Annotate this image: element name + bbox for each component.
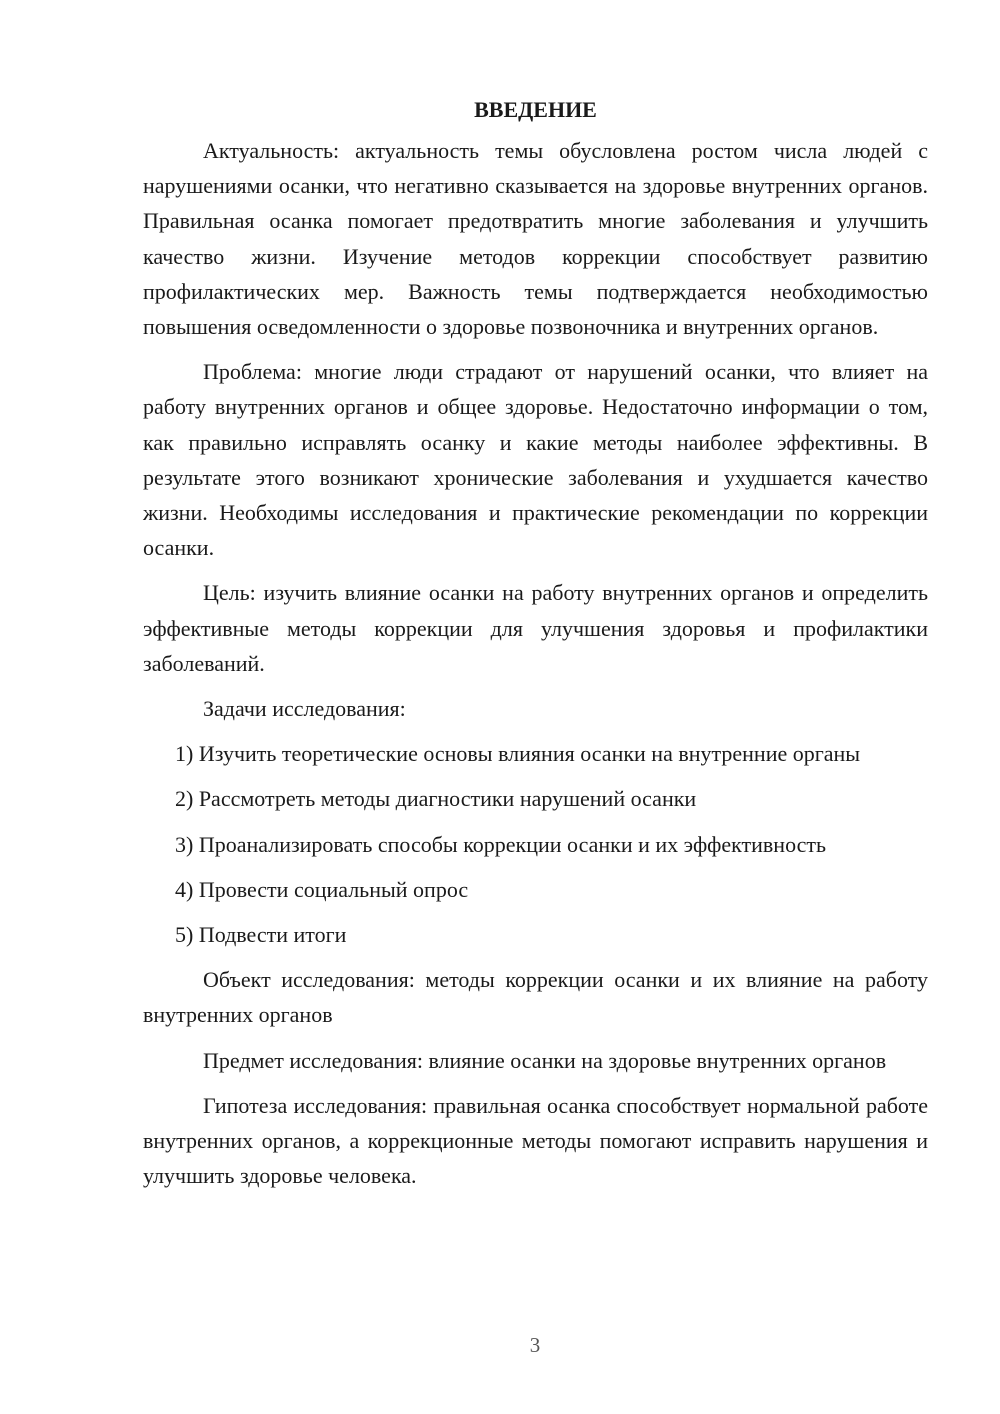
task-item: 1) Изучить теоретические основы влияния осанки на внутренние органы (175, 741, 861, 767)
task-item: 5) Подвести итоги (175, 922, 347, 948)
page-content (143, 92, 928, 1203)
section-title: ВВЕДЕНИЕ (474, 97, 597, 122)
task-item: 4) Провести социальный опрос (175, 876, 469, 902)
goal-paragraph: Цель: изучить влияние осанки на работу внутренних органов и определить эффективные методы коррекции для улучшения здоровья и профилактики заболеваний. (143, 580, 928, 676)
page-number: 3 (529, 1333, 541, 1357)
object-paragraph: Объект исследования: методы коррекции осанки и их влияние на работу внутренних органов (143, 967, 928, 1028)
task-item: 3) Проанализировать способы коррекции осанки и их эффективность (175, 831, 827, 857)
problem-paragraph: Проблема: многие люди страдают от нарушений осанки, что влияет на работу внутренних органов и общее здоровье. Недостаточно информации о том, как правильно исправлять осанку и какие методы наиболее эффективны. В результате этого возникают хронические заболевания и ухудшается качество жизни. Необходимы исследования и практические рекомендации по коррекции осанки. (143, 359, 928, 561)
hypothesis-paragraph: Гипотеза исследования: правильная осанка способствует нормальной работе внутренних органов, а коррекционные методы помогают исправить нарушения и улучшить здоровье человека. (143, 1092, 928, 1189)
relevance-paragraph: Актуальность: актуальность темы обусловлена ростом числа людей с нарушениями осанки, что негативно сказывается на здоровье внутренних органов. Правильная осанка помогает предотвратить многие заболевания и улучшить качество жизни. Изучение методов коррекции способствует развитию профилактических мер. Важность темы подтверждается необходимостью повышения осведомленности о здоровье позвоночника и внутренних органов. (143, 138, 928, 340)
subject-paragraph: Предмет исследования: влияние осанки на здоровье внутренних органов (203, 1047, 887, 1073)
tasks-heading: Задачи исследования: (203, 696, 406, 722)
task-item: 2) Рассмотреть методы диагностики нарушений осанки (175, 786, 697, 812)
